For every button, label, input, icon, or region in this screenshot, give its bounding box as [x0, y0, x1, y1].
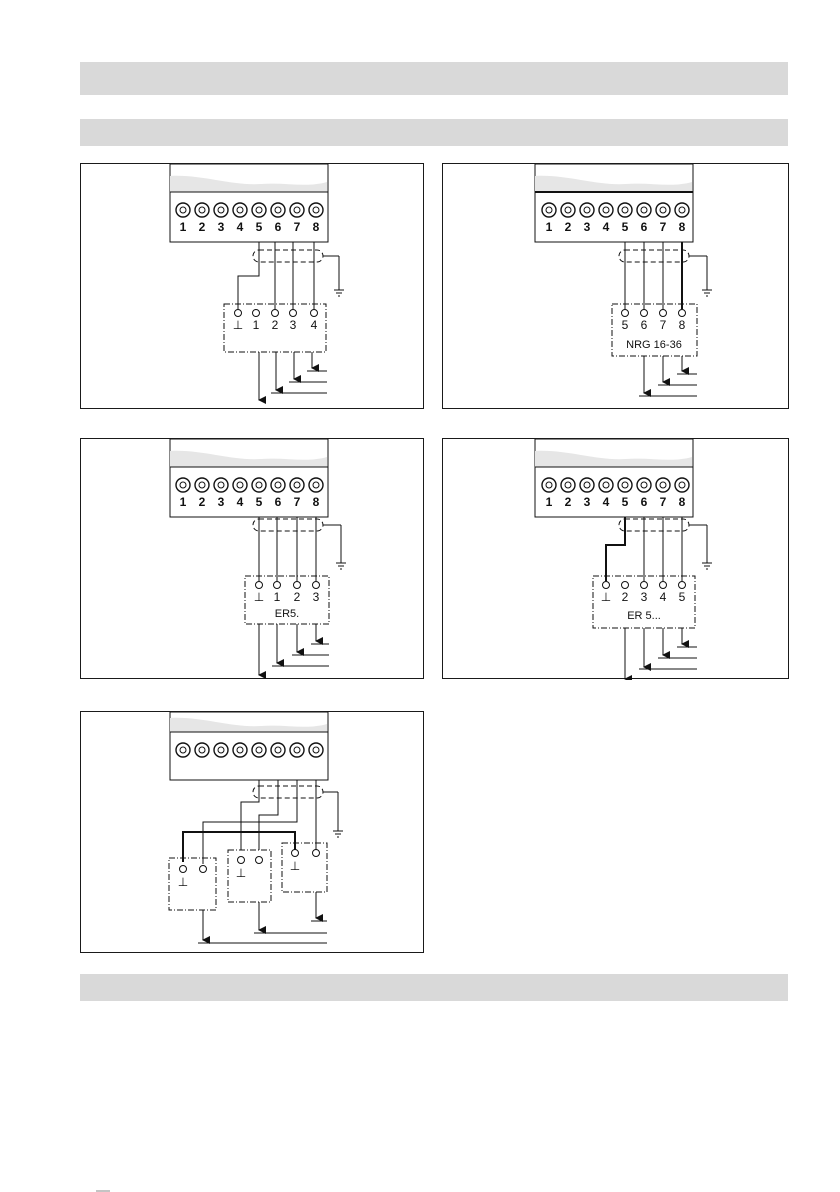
pin-ground-label-3: ⊥: [289, 859, 301, 873]
pin-ground-label-1: ⊥: [177, 875, 189, 889]
terminal-4-label: 4: [602, 220, 610, 234]
wiring-diagram-b: [442, 163, 789, 409]
device-label-er5-dots: ER 5...: [627, 610, 661, 622]
terminal-5-label: 5: [621, 495, 629, 509]
footer-bar: [80, 974, 788, 1001]
wiring-diagram-e: [80, 711, 424, 953]
wiring-diagram-d: [442, 438, 789, 679]
terminal-6-label: 6: [274, 495, 282, 509]
diagram-b-svg: [443, 164, 790, 410]
pin-2-label: 2: [271, 318, 279, 332]
terminal-3-label: 3: [583, 220, 591, 234]
pin-4-label: 4: [659, 590, 667, 604]
device-label-er5: ER5.: [274, 608, 300, 620]
diagram-a-svg: [81, 164, 425, 410]
terminal-3-label: 3: [583, 495, 591, 509]
terminal-2-label: 2: [564, 220, 572, 234]
pin-8-label: 8: [678, 318, 686, 332]
terminal-2-label: 2: [564, 495, 572, 509]
pin-ground-label: ⊥: [253, 590, 265, 604]
terminal-4-label: 4: [602, 495, 610, 509]
terminal-5-label: 5: [621, 220, 629, 234]
terminal-1-label: 1: [545, 495, 553, 509]
terminal-6-label: 6: [274, 220, 282, 234]
pin-ground-label: ⊥: [600, 590, 612, 604]
terminal-4-label: 4: [236, 220, 244, 234]
terminal-6-label: 6: [640, 220, 648, 234]
terminal-3-label: 3: [217, 220, 225, 234]
terminal-1-label: 1: [545, 220, 553, 234]
wiring-diagram-a: [80, 163, 424, 409]
pin-3-label: 3: [312, 590, 320, 604]
pin-5-label: 5: [678, 590, 686, 604]
pin-ground-label: ⊥: [232, 318, 244, 332]
terminal-2-label: 2: [198, 495, 206, 509]
pin-1-label: 1: [273, 590, 281, 604]
terminal-1-label: 1: [179, 495, 187, 509]
terminal-8-label: 8: [678, 220, 686, 234]
terminal-5-label: 5: [255, 495, 263, 509]
terminal-8-label: 8: [312, 220, 320, 234]
terminal-7-label: 7: [293, 220, 301, 234]
scan-artifact-mark: [96, 1186, 110, 1192]
pin-7-label: 7: [659, 318, 667, 332]
pin-2-label: 2: [293, 590, 301, 604]
diagram-e-svg: [81, 712, 425, 954]
pin-2-label: 2: [621, 590, 629, 604]
header-bar-2: [80, 119, 788, 146]
header-bar-1: [80, 62, 788, 95]
terminal-7-label: 7: [659, 495, 667, 509]
terminal-5-label: 5: [255, 220, 263, 234]
terminal-6-label: 6: [640, 495, 648, 509]
pin-6-label: 6: [640, 318, 648, 332]
terminal-7-label: 7: [659, 220, 667, 234]
terminal-8-label: 8: [678, 495, 686, 509]
pin-5-label: 5: [621, 318, 629, 332]
pin-1-label: 1: [252, 318, 260, 332]
terminal-3-label: 3: [217, 495, 225, 509]
terminal-8-label: 8: [312, 495, 320, 509]
pin-3-label: 3: [289, 318, 297, 332]
pin-3-label: 3: [640, 590, 648, 604]
terminal-2-label: 2: [198, 220, 206, 234]
pin-4-label: 4: [310, 318, 318, 332]
pin-ground-label-2: ⊥: [235, 866, 247, 880]
terminal-7-label: 7: [293, 495, 301, 509]
terminal-4-label: 4: [236, 495, 244, 509]
device-label-nrg: NRG 16-36: [626, 339, 682, 351]
diagram-c-svg: [81, 439, 425, 680]
diagram-d-svg: [443, 439, 790, 680]
terminal-1-label: 1: [179, 220, 187, 234]
wiring-diagram-c: [80, 438, 424, 679]
